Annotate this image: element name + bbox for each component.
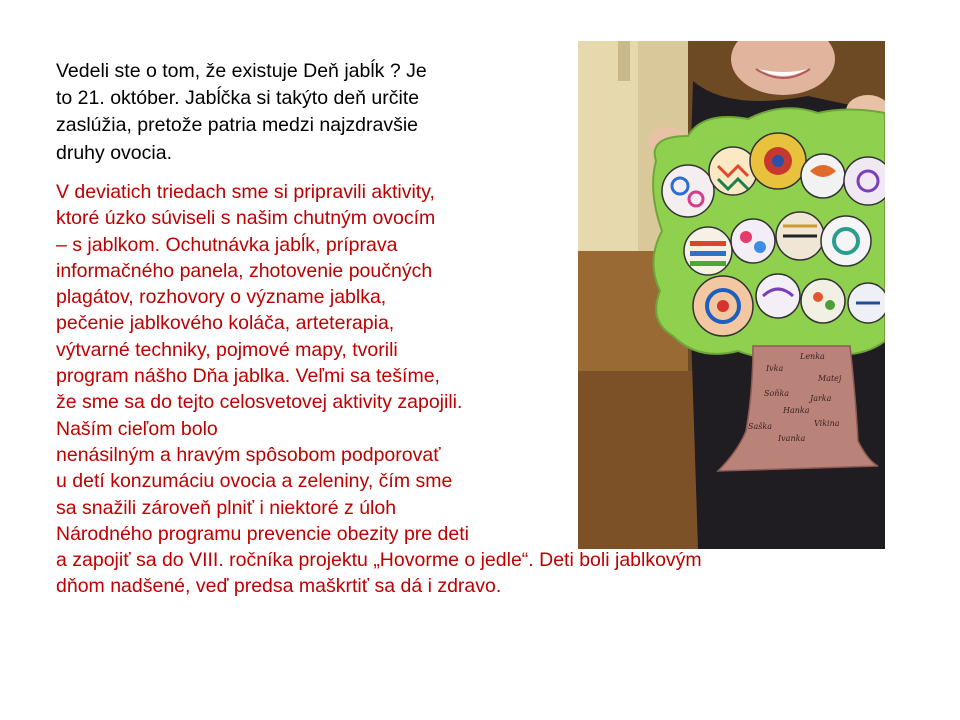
trunk-name: Ivka	[766, 364, 784, 373]
apple-tree-poster-photo	[578, 41, 885, 549]
trunk-name: Hanka	[783, 406, 810, 415]
body-line: u detí konzumáciu ovocia a zeleniny, čím sme	[56, 470, 453, 493]
body-line: ktoré úzko súviseli s našim chutným ovocím	[56, 207, 436, 230]
body-line: plagátov, rozhovory o význame jablka,	[56, 286, 387, 309]
body-line: a zapojiť sa do VIII. ročníka projektu „Hovorme o jedle“. Deti boli jablkovým	[56, 549, 702, 572]
body-line: pečenie jablkového koláča, arteterapia,	[56, 312, 395, 335]
intro-line: zaslúžia, pretože patria medzi najzdravšie	[56, 114, 419, 137]
intro-paragraph	[56, 58, 556, 167]
body-line: program nášho Dňa jablka. Veľmi sa tešíme,	[56, 365, 440, 388]
trunk-name: Vikina	[814, 419, 840, 428]
trunk-name: Soňka	[764, 389, 790, 398]
body-line: V deviatich triedach sme si pripravili aktivity,	[56, 181, 435, 203]
body-line: informačného panela, zhotovenie poučných	[56, 259, 433, 282]
body-line: výtvarné techniky, pojmové mapy, tvorili	[56, 338, 398, 361]
body-line: – s jablkom. Ochutnávka jabĺk, príprava	[56, 233, 398, 256]
trunk-name: Lenka	[800, 352, 825, 361]
intro-line: Vedeli ste o tom, že existuje Deň jabĺk ? Je	[56, 60, 427, 82]
intro-line: druhy ovocia.	[56, 141, 172, 164]
trunk-name: Matej	[818, 374, 842, 383]
trunk-name: Jarka	[810, 394, 832, 403]
trunk-name: Ivanka	[778, 434, 806, 443]
body-line: že sme sa do tejto celosvetovej aktivity zapojili.	[56, 391, 463, 414]
body-line: nenásilným a hravým spôsobom podporovať	[56, 443, 441, 466]
trunk-name: Saška	[748, 422, 772, 431]
intro-line: to 21. október. Jabĺčka si takýto deň určite	[56, 87, 420, 110]
body-line: Národného programu prevencie obezity pre deti	[56, 522, 469, 545]
body-line: Naším cieľom bolo	[56, 417, 218, 440]
body-line: dňom nadšené, veď predsa maškrtiť sa dá i zdravo.	[56, 575, 502, 598]
body-line: sa snažili zároveň plniť i niektoré z úloh	[56, 496, 397, 519]
